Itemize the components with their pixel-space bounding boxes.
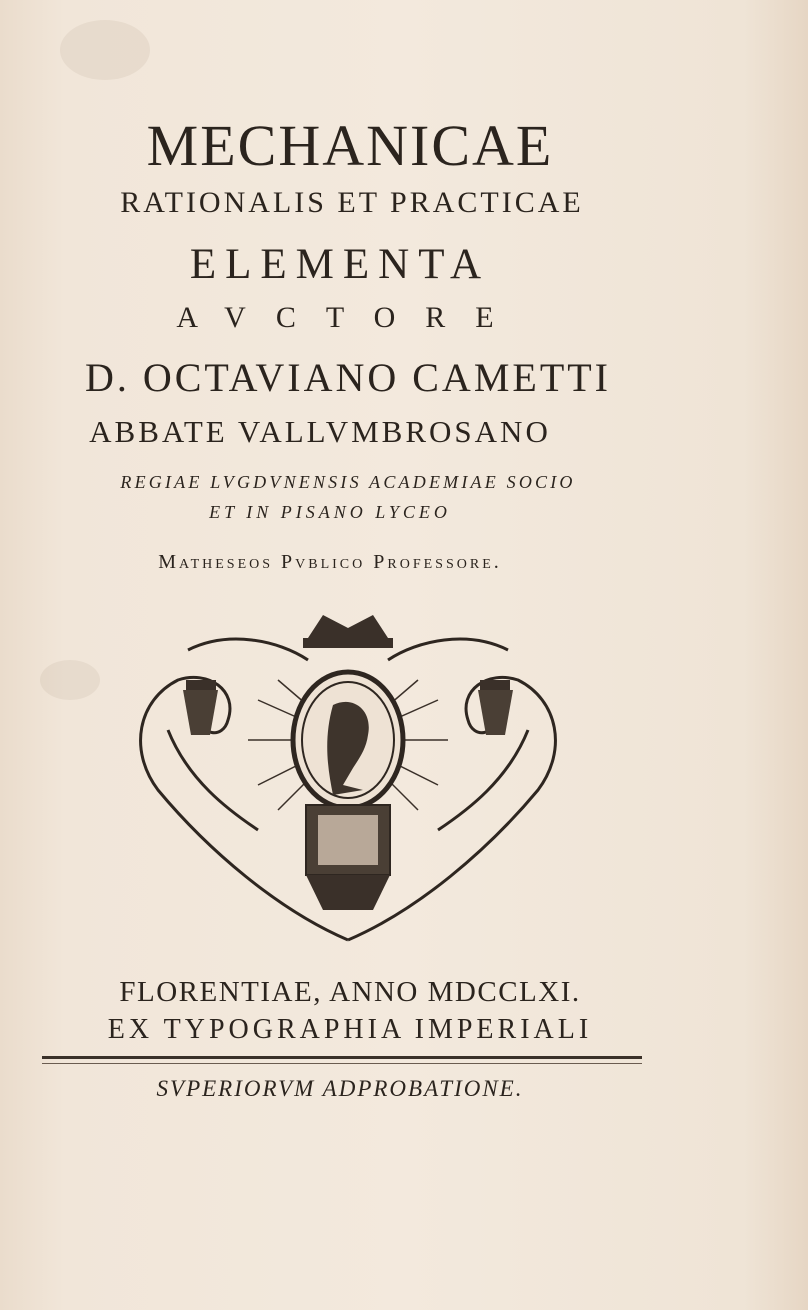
approbation: SVPERIORVM ADPROBATIONE. bbox=[156, 1076, 524, 1101]
imprint-place-date: FLORENTIAE, ANNO MDCCLXI. bbox=[119, 976, 581, 1008]
author-title: ABBATE VALLVMBROSANO bbox=[89, 414, 551, 449]
author-affiliation-3: Matheseos Pvblico Professore. bbox=[158, 551, 502, 573]
woodcut-vignette bbox=[128, 610, 568, 950]
foxing-spot bbox=[40, 660, 100, 700]
divider-rule bbox=[42, 1056, 642, 1059]
divider-rule-thin bbox=[42, 1063, 642, 1064]
author-affiliation-2: ET IN PISANO LYCEO bbox=[209, 502, 451, 522]
title-line-subtitle: RATIONALIS ET PRACTICAE bbox=[120, 186, 584, 219]
urn-left-icon bbox=[183, 680, 218, 735]
author-name: D. OCTAVIANO CAMETTI bbox=[84, 355, 612, 400]
title-line-elementa: ELEMENTA bbox=[189, 241, 491, 288]
foxing-spot bbox=[60, 20, 150, 80]
imprint-printer: EX TYPOGRAPHIA IMPERIALI bbox=[107, 1014, 593, 1045]
crown-icon bbox=[303, 615, 393, 648]
author-affiliation-1: REGIAE LVGDVNENSIS ACADEMIAE SOCIO bbox=[120, 472, 576, 492]
pedestal bbox=[306, 805, 390, 910]
title-line-main: MECHANICAE bbox=[146, 113, 554, 178]
portrait-medallion-icon bbox=[293, 672, 403, 808]
title-line-auctore: AVCTORE bbox=[176, 301, 524, 334]
urn-right-icon bbox=[478, 680, 513, 735]
